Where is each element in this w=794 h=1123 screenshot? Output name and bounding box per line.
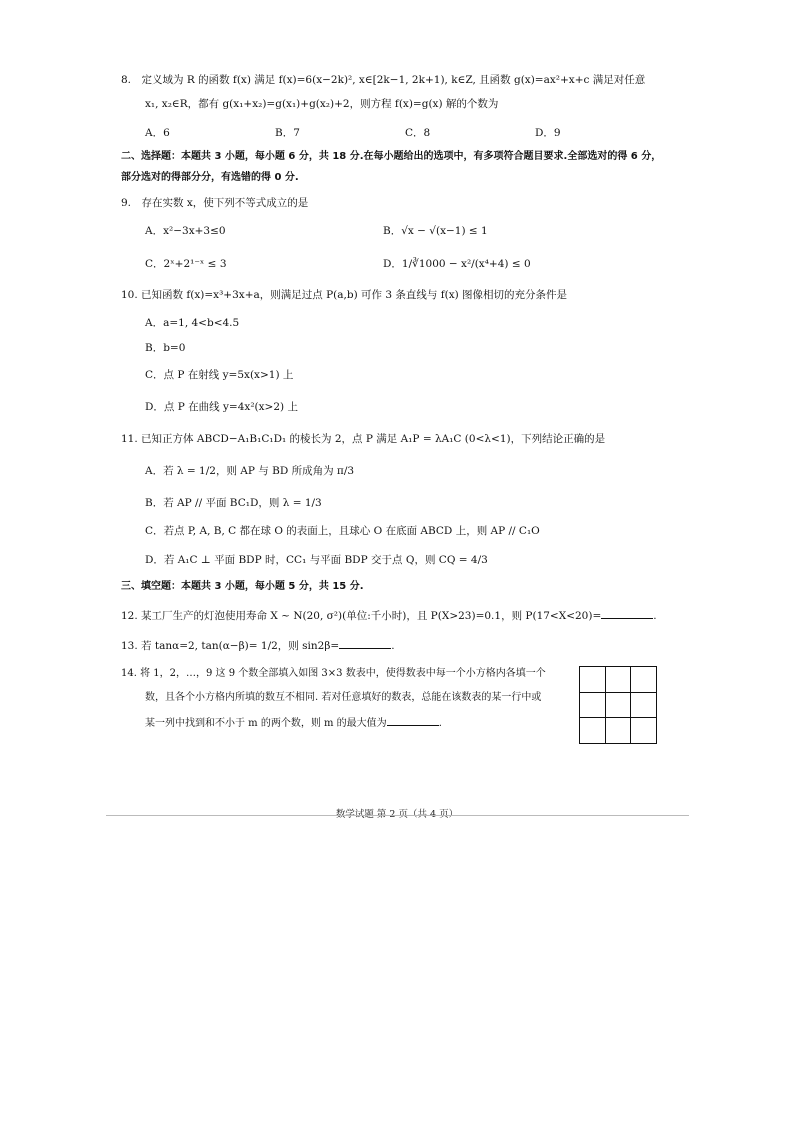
- grid-cell: [606, 667, 632, 693]
- q11-option-c: C．若点 P, A, B, C 都在球 O 的表面上，且球心 O 在底面 ABCD 上，则 AP // C₁O: [145, 525, 540, 537]
- q8-option-a: A．6: [145, 127, 170, 139]
- q8-option-c: C．8: [405, 127, 431, 139]
- q9-option-d: D．1/∛1000 − x²/(x⁴+4) ≤ 0: [383, 258, 531, 270]
- q10-option-b: B．b=0: [145, 342, 186, 354]
- q11-stem: 11. 已知正方体 ABCD−A₁B₁C₁D₁ 的棱长为 2，点 P 满足 A₁P = λA₁C (0<λ<1)，下列结论正确的是: [121, 433, 606, 445]
- grid-cell: [580, 718, 606, 744]
- q12-answer-blank[interactable]: [601, 607, 653, 619]
- q8-line-2: x₁, x₂∈R，都有 g(x₁+x₂)=g(x₁)+g(x₂)+2，则方程 f(x)=g(x) 解的个数为: [145, 98, 499, 110]
- q10-stem: 10. 已知函数 f(x)=x³+3x+a，则满足过点 P(a,b) 可作 3 条直线与 f(x) 图像相切的充分条件是: [121, 289, 568, 301]
- q9-option-c: C．2ˣ+2¹⁻ˣ ≤ 3: [145, 258, 227, 270]
- q14-line-1: 14. 将 1，2，…，9 这 9 个数全部填入如图 3×3 数表中，使得数表中每一个小方格内各填一个: [121, 668, 546, 679]
- q9-stem: 9. 存在实数 x，使下列不等式成立的是: [121, 197, 309, 209]
- grid-cell: [580, 667, 606, 693]
- q9-option-a: A．x²−3x+3≤0: [145, 225, 226, 237]
- grid-cell: [631, 667, 657, 693]
- section-3-heading: 三、填空题：本题共 3 小题，每小题 5 分，共 15 分.: [121, 581, 364, 592]
- q12-line: [121, 607, 657, 623]
- q10-option-c: C．点 P 在射线 y=5x(x>1) 上: [145, 369, 294, 381]
- grid-cell: [631, 693, 657, 719]
- q14-answer-blank[interactable]: [387, 714, 439, 726]
- q8-option-b: B．7: [275, 127, 300, 139]
- section-2-heading-line-1: 二、选择题：本题共 3 小题，每小题 6 分，共 18 分.在每小题给出的选项中，有多项符合题目要求.全部选对的得 6 分，: [121, 151, 662, 162]
- q9-options-row-1: [145, 224, 665, 238]
- grid-cell: [606, 693, 632, 719]
- q9-options-row-2: [145, 257, 665, 271]
- q14-end: .: [438, 718, 442, 729]
- q14-line-3: [145, 714, 442, 731]
- q13-line: [121, 637, 395, 653]
- q9-option-b: B．√x − √(x−1) ≤ 1: [383, 225, 488, 237]
- q12-end: .: [653, 610, 657, 622]
- q13-answer-blank[interactable]: [339, 637, 391, 649]
- q8-line-1: 8. 定义域为 R 的函数 f(x) 满足 f(x)=6(x−2k)², x∈[2k−1, 2k+1), k∈Z, 且函数 g(x)=ax²+x+c 满足对任意: [121, 74, 646, 86]
- q10-option-a: A．a=1, 4<b<4.5: [145, 317, 240, 329]
- page-footer: 数学试题 第 2 页（共 4 页）: [335, 809, 459, 820]
- q11-option-a: A．若 λ = 1/2，则 AP 与 BD 所成角为 π/3: [145, 465, 355, 477]
- grid-cell: [606, 718, 632, 744]
- q11-option-b: B．若 AP // 平面 BC₁D，则 λ = 1/3: [145, 497, 322, 509]
- q14-text: 某一列中找到和不小于 m 的两个数，则 m 的最大值为: [145, 718, 387, 729]
- q14-line-2: 数，且各个小方格内所填的数互不相同. 若对任意填好的数表，总能在该数表的某一行中或: [145, 692, 542, 703]
- q12-text: 12. 某工厂生产的灯泡使用寿命 X ~ N(20, σ²)(单位:千小时)，且 P(X>23)=0.1，则 P(17<X<20)=: [121, 610, 602, 622]
- section-2-heading-line-2: 部分选对的得部分分，有选错的得 0 分.: [121, 172, 299, 183]
- q8-option-d: D．9: [535, 127, 561, 139]
- grid-cell: [631, 718, 657, 744]
- footer-divider: [106, 815, 689, 816]
- q8-options: [145, 126, 665, 140]
- grid-cell: [580, 693, 606, 719]
- three-by-three-grid: [579, 666, 657, 744]
- q13-text: 13. 若 tanα=2, tan(α−β)= 1/2，则 sin2β=: [121, 640, 340, 652]
- q10-option-d: D．点 P 在曲线 y=4x²(x>2) 上: [145, 401, 298, 413]
- q13-end: .: [391, 640, 395, 652]
- q11-option-d: D．若 A₁C ⊥ 平面 BDP 时，CC₁ 与平面 BDP 交于点 Q，则 CQ = 4/3: [145, 554, 488, 566]
